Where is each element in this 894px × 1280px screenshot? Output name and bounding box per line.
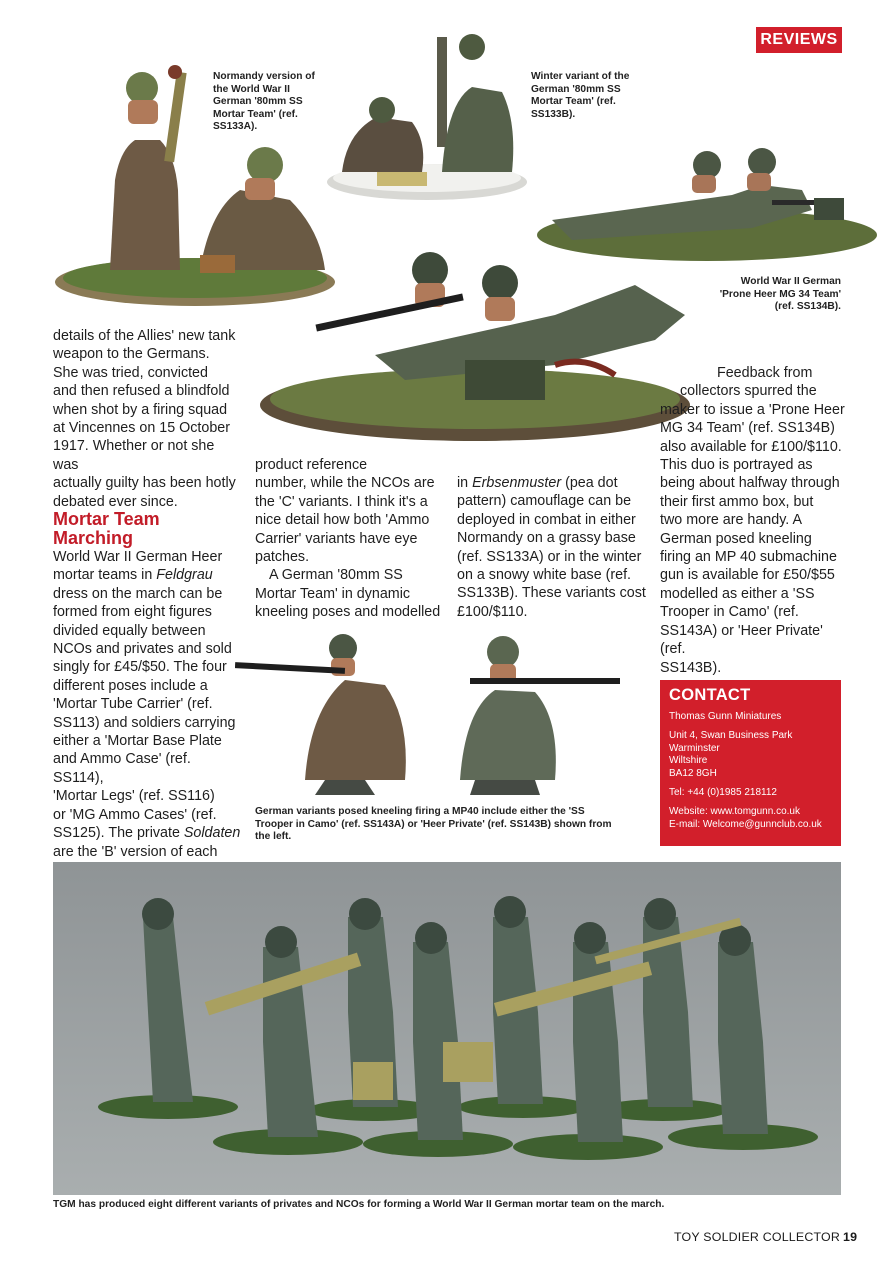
text-line: singly for £45/$50. The four xyxy=(53,659,227,676)
text-line: Mortar Team' in dynamic xyxy=(255,585,411,602)
text-line: on a snowy white base (ref. xyxy=(457,567,632,584)
text-line: Normandy on a grassy base xyxy=(457,530,636,547)
text-line: also available for £100/$110. xyxy=(660,438,842,455)
text-line: kneeling poses and modelled xyxy=(255,604,441,621)
column-4 xyxy=(660,364,845,677)
page-number: 19 xyxy=(843,1230,858,1244)
column-1-top xyxy=(53,327,243,511)
page-footer xyxy=(674,1230,857,1244)
text-line: at Vincennes on 15 October xyxy=(53,420,230,437)
caption-line: German '80mm SS xyxy=(531,83,621,95)
text-line: SS113) and soldiers carrying xyxy=(53,714,236,731)
text-line: or 'MG Ammo Cases' (ref. xyxy=(53,806,217,823)
text-line: two more are handy. A xyxy=(660,512,802,529)
text-line: and Ammo Case' (ref. SS114), xyxy=(53,751,191,786)
text-line: 1917. Whether or not she was xyxy=(53,438,215,473)
caption-line: Normandy version of xyxy=(213,71,315,82)
text-line: patches. xyxy=(255,549,310,566)
caption-line: World War II German xyxy=(740,276,841,287)
text-line: Feedback from xyxy=(717,365,813,381)
text-line: mortar teams in Feldgrau xyxy=(53,567,213,584)
column-1-bottom xyxy=(53,548,243,861)
text-line: £100/$110. xyxy=(457,603,528,620)
text-line: are the 'B' version of each xyxy=(53,843,218,860)
caption-line: the left. xyxy=(255,831,292,843)
text-line: 'Mortar Tube Carrier' (ref. xyxy=(53,696,213,713)
caption-mg34 xyxy=(686,276,841,314)
text-line: in Erbsenmuster (pea dot xyxy=(457,475,618,491)
contact-address-line: Unit 4, Swan Business Park xyxy=(669,729,793,741)
text-line: pattern) camouflage can be xyxy=(457,493,632,510)
contact-tel: Tel: +44 (0)1985 218112 xyxy=(669,786,777,798)
text-line: gun is available for £50/$55 xyxy=(660,567,835,584)
text-line: Trooper in Camo' (ref. xyxy=(660,604,799,621)
text-line: World War II German Heer xyxy=(53,549,223,565)
contact-website-link[interactable]: Website: www.tomgunn.co.uk xyxy=(669,805,800,817)
caption-mp40 xyxy=(255,806,655,844)
text-line: actually guilty has been hotly xyxy=(53,475,236,492)
photo-prone-mg34-large xyxy=(255,245,695,445)
text-line: divided equally between xyxy=(53,622,206,639)
caption-line: (ref. SS134B). xyxy=(774,301,841,313)
caption-line: 'Prone Heer MG 34 Team' xyxy=(719,288,841,300)
text-line: firing an MP 40 submachine xyxy=(660,549,837,566)
section-heading xyxy=(53,510,243,548)
caption-march xyxy=(53,1199,841,1212)
text-line: SS133B). These variants cost xyxy=(457,585,646,602)
text-line: dress on the march can be xyxy=(53,585,223,602)
magazine-name: TOY SOLDIER COLLECTOR xyxy=(674,1230,841,1244)
heading-line: Marching xyxy=(53,528,134,548)
caption-line: SS133A). xyxy=(213,121,258,133)
text-line: SS143A) or 'Heer Private' (ref. xyxy=(660,622,823,658)
text-line: number, while the NCOs are xyxy=(255,475,435,492)
heading-line: Mortar Team xyxy=(53,509,160,529)
text-line: deployed in combat in either xyxy=(457,511,636,528)
text-line: the 'C' variants. I think it's a xyxy=(255,493,428,510)
text-line: weapon to the Germans. xyxy=(53,346,210,363)
text-line: This duo is portrayed as xyxy=(660,457,813,474)
text-line: 'Mortar Legs' (ref. SS116) xyxy=(53,788,215,805)
text-line: and then refused a blindfold xyxy=(53,383,230,400)
column-3 xyxy=(457,474,653,621)
caption-line: Mortar Team' (ref. xyxy=(213,108,298,120)
photo-marching-mortar-team xyxy=(53,862,841,1195)
text-line: Carrier' variants have eye xyxy=(255,530,418,547)
text-line: nice detail how both 'Ammo xyxy=(255,512,430,529)
text-line: SS143B). xyxy=(660,659,722,676)
contact-email-link[interactable]: E-mail: Welcome@gunnclub.co.uk xyxy=(669,818,822,830)
caption-line: German '80mm SS xyxy=(213,96,303,108)
text-line: formed from eight figures xyxy=(53,604,212,621)
contact-address-line: Warminster xyxy=(669,742,720,754)
caption-line: German variants posed kneeling firing a MP40 include either the 'SS xyxy=(255,806,585,817)
caption-line: SS133B). xyxy=(531,108,576,120)
caption-line: Winter variant of the xyxy=(531,71,630,82)
text-line: NCOs and privates and sold xyxy=(53,641,232,658)
text-line: collectors spurred the xyxy=(680,383,817,400)
caption-winter xyxy=(531,71,651,121)
contact-box xyxy=(660,680,841,846)
caption-line: Mortar Team' (ref. xyxy=(531,96,616,108)
text-line: product reference xyxy=(255,457,368,473)
text-line: She was tried, convicted xyxy=(53,364,208,381)
text-line: MG 34 Team' (ref. SS134B) xyxy=(660,420,835,437)
photo-winter-mortar-team xyxy=(322,32,532,202)
text-line: maker to issue a 'Prone Heer xyxy=(660,401,845,418)
text-line: being about halfway through xyxy=(660,475,840,492)
text-line: different poses include a xyxy=(53,677,208,694)
text-line: either a 'Mortar Base Plate xyxy=(53,733,222,750)
contact-address-line: BA12 8GH xyxy=(669,768,717,780)
text-line: A German '80mm SS xyxy=(269,567,403,584)
text-line: German posed kneeling xyxy=(660,530,812,547)
text-line: their first ammo box, but xyxy=(660,493,814,510)
text-line: SS125). The private Soldaten xyxy=(53,825,241,842)
caption-line: TGM has produced eight different variants of privates and NCOs for forming a World War II German mortar team on the march. xyxy=(53,1199,665,1210)
section-tag: REVIEWS xyxy=(756,27,842,53)
text-line: details of the Allies' new tank xyxy=(53,328,236,344)
contact-title: CONTACT xyxy=(669,686,751,704)
column-2 xyxy=(255,456,450,622)
caption-line: the World War II xyxy=(213,83,290,95)
text-line: when shot by a firing squad xyxy=(53,401,228,418)
text-line: modelled as either a 'SS xyxy=(660,585,815,602)
caption-line: Trooper in Camo' (ref. SS143A) or 'Heer Private' (ref. SS143B) shown from xyxy=(255,818,612,830)
photo-kneeling-mp40 xyxy=(235,630,635,800)
text-line: (ref. SS133A) or in the winter xyxy=(457,548,642,565)
text-line: debated ever since. xyxy=(53,493,178,510)
caption-normandy xyxy=(213,71,333,134)
contact-address-line: Wiltshire xyxy=(669,755,708,767)
contact-company: Thomas Gunn Miniatures xyxy=(669,711,782,722)
